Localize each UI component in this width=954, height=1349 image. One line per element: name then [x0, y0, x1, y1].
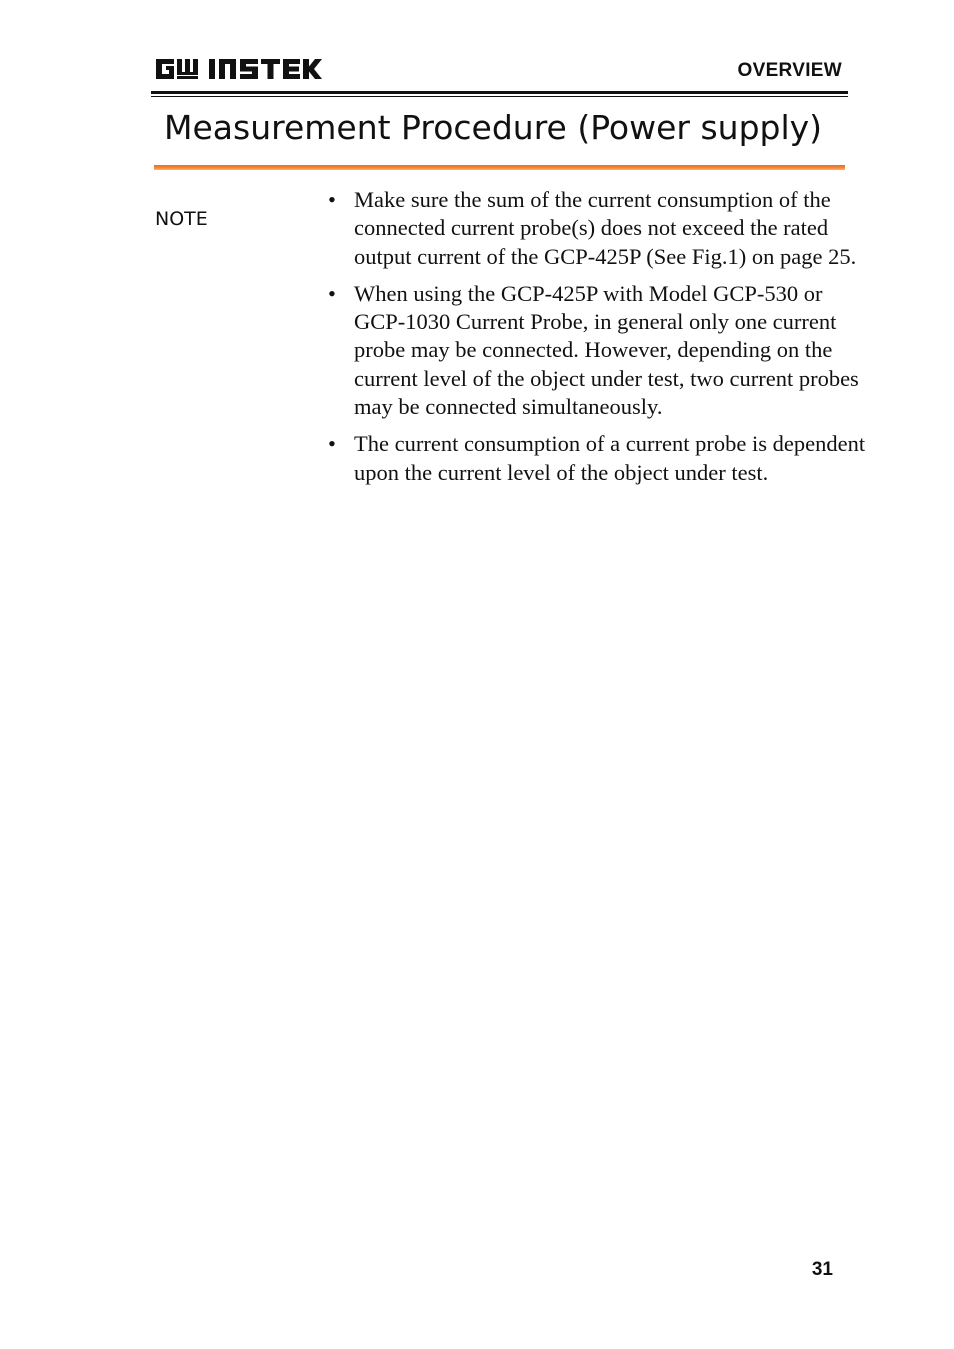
header-rule-thin [151, 96, 848, 97]
page-number: 31 [811, 1259, 833, 1280]
note-bullet-item [326, 280, 871, 421]
note-bullet-list [326, 186, 871, 496]
title-underline [154, 165, 845, 170]
section-label: OVERVIEW [737, 60, 842, 81]
note-bullet-item [326, 186, 871, 271]
page-title: Measurement Procedure (Power supply) [164, 108, 823, 147]
bullet-dot-icon: • [328, 431, 336, 457]
header-rule-thick [151, 91, 848, 94]
gwinstek-logo [154, 55, 324, 83]
note-bullet-text: Make sure the sum of the current consumption of the connected current probe(s) does not exceed the rated output current of the GCP-425P (See Fig.1) on page 25. [354, 187, 857, 269]
bullet-dot-icon: • [328, 187, 336, 212]
note-label: NOTE [155, 208, 208, 230]
note-bullet-item [326, 430, 871, 487]
bullet-dot-icon: • [328, 280, 336, 306]
note-bullet-text: When using the GCP-425P with Model GCP-530 or GCP-1030 Current Probe, in general only one current probe may be connected. However, depending on the current level of the object under test, two current probes may be connected simultaneously. [354, 280, 859, 420]
note-bullet-text: The current consumption of a current probe is dependent upon the current level of the object under test. [354, 431, 866, 485]
